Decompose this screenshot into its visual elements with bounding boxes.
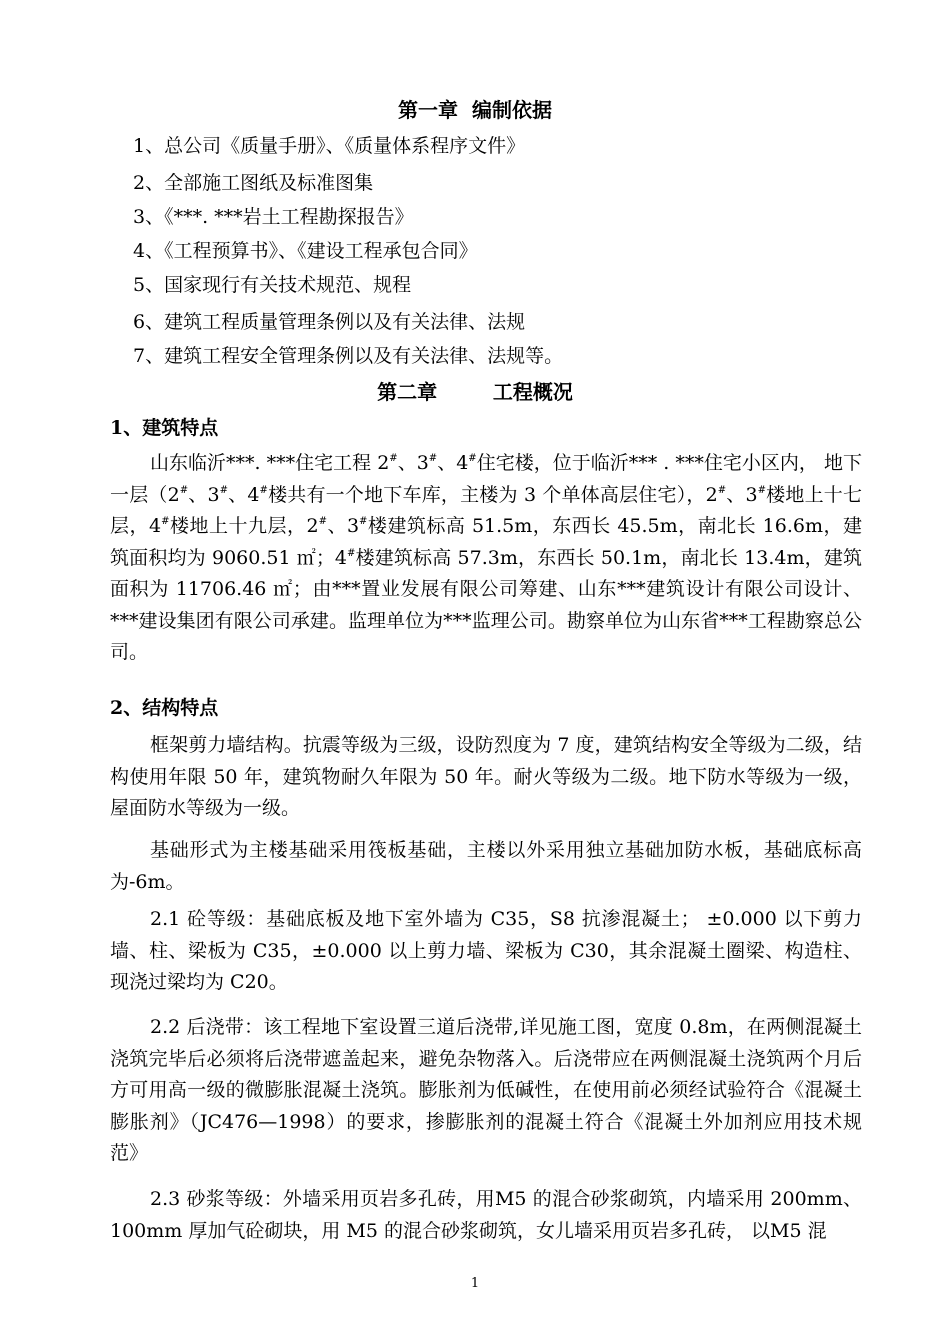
structure-paragraph-post-cast-strip — [110, 1012, 862, 1170]
page-number: 1 — [470, 1276, 480, 1291]
basis-item-7: 7、建筑工程安全管理条例以及有关法律、法规等。 — [133, 345, 564, 367]
section-heading-structure-features: 2、结构特点 — [110, 697, 219, 719]
superscript-mark: # — [318, 516, 327, 527]
chapter-2-title: 第二章 工程概况 — [377, 380, 573, 404]
text-run: 基础形式为主楼基础采用筏板基础，主楼以外采用独立基础加防水板，基础底标高为-6m。 — [110, 839, 862, 893]
building-features-paragraph — [110, 448, 862, 669]
text-run: 楼地上十九层，2 — [169, 515, 319, 537]
superscript-mark: # — [757, 484, 766, 496]
superscript-mark: # — [219, 484, 228, 496]
basis-item-4: 4、《工程预算书》、《建设工程承包合同》 — [133, 240, 478, 262]
superscript-mark: # — [389, 453, 398, 464]
text-run: 楼建筑标高 51.5m，东西长 45.5m，南北长 16.6m，建筑面积均为 9060.51 ㎡；4 — [110, 515, 862, 569]
text-run: 住宅楼，位于临沂*** . ***住宅小区内， 地下一层（2 — [110, 452, 862, 506]
text-run: 、3 — [326, 515, 360, 537]
basis-item-5: 5、国家现行有关技术规范、规程 — [133, 274, 412, 296]
basis-item-1: 1、总公司《质量手册》、《质量体系程序文件》 — [133, 135, 526, 157]
text-run: 楼地上十七层，4 — [110, 483, 862, 537]
structure-paragraph-1 — [110, 730, 862, 825]
superscript-mark: # — [468, 453, 477, 464]
superscript-mark: # — [717, 484, 727, 496]
superscript-mark: # — [179, 484, 189, 496]
structure-paragraph-2 — [110, 835, 862, 898]
text-run: 、4 — [227, 483, 260, 506]
structure-paragraph-mortar-grade — [110, 1184, 862, 1247]
text-run: 、3 — [726, 483, 758, 506]
structure-paragraph-concrete-grade — [110, 904, 862, 999]
text-run: 、4 — [437, 452, 469, 474]
superscript-mark: # — [428, 453, 438, 464]
basis-item-2: 2、全部施工图纸及标准图集 — [133, 172, 374, 194]
superscript-mark: # — [161, 516, 170, 527]
text-run: 2.1 砼等级：基础底板及地下室外墙为 C35，S8 抗渗混凝土； ±0.000 以下剪力墙、柱、梁板为 C35，±0.000 以上剪力墙、梁板为 C30，其余混凝土圈梁、构造柱、现浇过梁均为 C20。 — [110, 908, 862, 993]
section-heading-building-features: 1、建筑特点 — [110, 417, 219, 439]
superscript-mark: # — [347, 547, 356, 559]
superscript-mark: # — [259, 484, 268, 496]
text-run: 、3 — [188, 483, 220, 506]
text-run: 2.3 砂浆等级：外墙采用页岩多孔砖，用M5 的混合砂浆砌筑，内墙采用 200mm、100mm 厚加气砼砌块，用 M5 的混合砂浆砌筑，女儿墙采用页岩多孔砖， 以M5 混 — [110, 1188, 862, 1242]
basis-item-6: 6、建筑工程质量管理条例以及有关法律、法规 — [133, 311, 526, 333]
chapter-1-title: 第一章 编制依据 — [398, 98, 552, 122]
text-run: 楼共有一个地下车库，主楼为 3 个单体高层住宅），2 — [267, 483, 718, 506]
superscript-mark: # — [359, 516, 368, 527]
text-run: 楼建筑标高 57.3m，东西长 50.1m，南北长 13.4m，建筑面积为 11706.46 ㎡；由***置业发展有限公司筹建、山东***建筑设计有限公司设计、***建设集团有限公司承建。监理单位为***监理公司。勘察单位为山东省***工程勘察总公司。 — [110, 546, 862, 663]
basis-item-3: 3、《***. ***岩土工程勘探报告》 — [133, 206, 414, 228]
text-run: 、3 — [397, 452, 429, 474]
text-run: 2.2 后浇带：该工程地下室设置三道后浇带,详见施工图，宽度 0.8m，在两侧混凝土浇筑完毕后必须将后浇带遮盖起来，避免杂物落入。后浇带应在两侧混凝土浇筑两个月后方可用高一级的微膨胀混凝土浇筑。膨胀剂为低碱性，在使用前必须经试验符合《混凝土膨胀剂》（JC476—1998）的要求，掺膨胀剂的混凝土符合《混凝土外加剂应用技术规范》 — [110, 1016, 862, 1164]
text-run: 框架剪力墙结构。抗震等级为三级，设防烈度为 7 度，建筑结构安全等级为二级，结构使用年限 50 年，建筑物耐久年限为 50 年。耐火等级为二级。地下防水等级为一级，屋面防水等级为一级。 — [110, 734, 862, 819]
text-run: 山东临沂***. ***住宅工程 2 — [150, 452, 390, 474]
